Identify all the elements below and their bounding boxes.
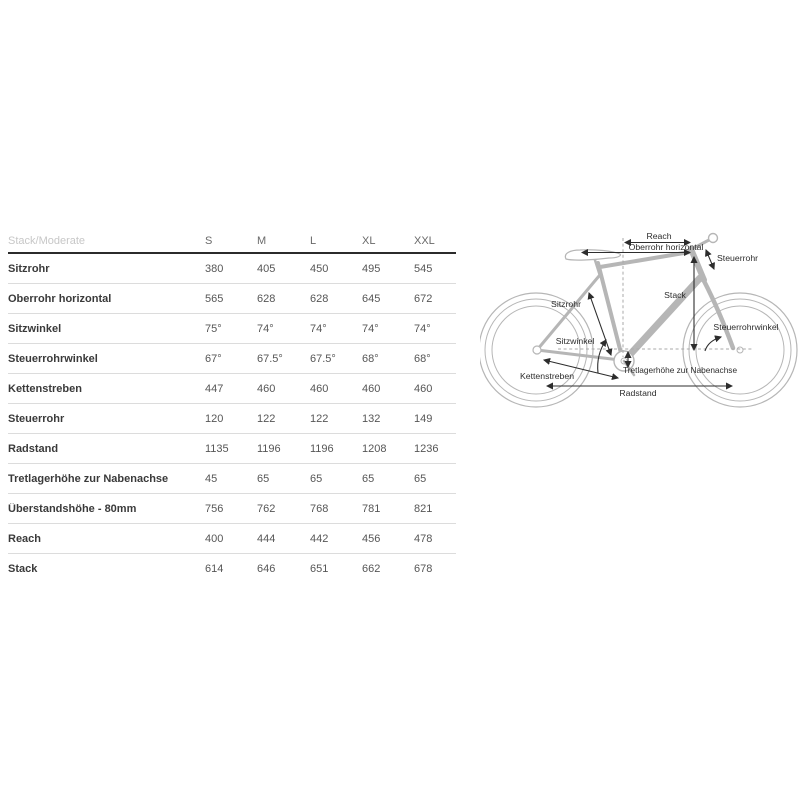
row-value: 75° (205, 322, 222, 335)
row-value: 781 (362, 502, 381, 515)
row-value: 614 (205, 562, 224, 575)
table-row (8, 524, 456, 554)
row-value: 460 (414, 382, 433, 395)
row-value: 67° (205, 352, 222, 365)
front-wheel (683, 293, 797, 407)
radstand-label: Radstand (619, 388, 657, 398)
table-row (8, 464, 456, 494)
row-value: 1196 (310, 442, 334, 455)
reach-label: Reach (646, 231, 672, 241)
rear-dropout (533, 346, 541, 354)
row-value: 456 (362, 532, 381, 545)
row-value: 405 (257, 262, 276, 275)
row-value: 68° (414, 352, 431, 365)
row-label: Radstand (8, 442, 59, 455)
table-row (8, 344, 456, 374)
row-value: 74° (362, 322, 379, 335)
column-header-s: S (205, 234, 213, 247)
table-header-title: Stack/Moderate (8, 234, 86, 247)
row-label: Sitzrohr (8, 262, 50, 275)
row-value: 645 (362, 292, 381, 305)
row-value: 651 (310, 562, 329, 575)
tretlager-label: Tretlagerhöhe zur Nabenachse (623, 365, 738, 375)
row-value: 122 (257, 412, 276, 425)
row-value: 1208 (362, 442, 387, 455)
stack-label: Stack (664, 290, 686, 300)
row-value: 450 (310, 262, 329, 275)
table-row (8, 374, 456, 404)
column-header-m: M (257, 234, 267, 247)
oberrohr-label: Oberrohr horizontal (628, 242, 704, 252)
table-row (8, 434, 456, 464)
row-value: 65 (362, 472, 375, 485)
row-value: 447 (205, 382, 224, 395)
steuerrohrwinkel-label: Steuerrohrwinkel (713, 322, 779, 332)
steuerrohr-arrow (706, 250, 714, 269)
row-value: 65 (414, 472, 427, 485)
table-row (8, 284, 456, 314)
table-row (8, 494, 456, 524)
row-label: Oberrohr horizontal (8, 292, 112, 305)
sitzrohr-label: Sitzrohr (551, 299, 581, 309)
row-value: 628 (310, 292, 329, 305)
column-header-l: L (310, 234, 317, 247)
row-value: 74° (310, 322, 327, 335)
row-label: Tretlagerhöhe zur Nabenachse (8, 472, 169, 485)
steuerrohrwinkel-arc (705, 337, 721, 351)
row-value: 74° (257, 322, 274, 335)
row-label: Steuerrohr (8, 412, 65, 425)
row-value: 67.5° (310, 352, 336, 365)
row-value: 756 (205, 502, 224, 515)
handlebar-grip (709, 234, 718, 243)
table-body (8, 254, 456, 583)
row-value: 460 (257, 382, 276, 395)
column-header-xxl: XXL (414, 234, 435, 247)
saddle (565, 250, 620, 260)
kettenstreben-label: Kettenstreben (519, 371, 575, 381)
row-value: 672 (414, 292, 433, 305)
row-label: Steuerrohrwinkel (8, 352, 98, 365)
row-value: 65 (310, 472, 323, 485)
row-value: 1196 (257, 442, 281, 455)
row-value: 122 (310, 412, 329, 425)
row-value: 545 (414, 262, 433, 275)
row-value: 662 (362, 562, 381, 575)
row-value: 380 (205, 262, 224, 275)
row-value: 442 (310, 532, 329, 545)
row-value: 460 (362, 382, 381, 395)
table-header-row (8, 229, 456, 254)
row-label: Sitzwinkel (8, 322, 62, 335)
row-value: 478 (414, 532, 433, 545)
bike-geometry-diagram (480, 225, 800, 420)
row-value: 460 (310, 382, 329, 395)
row-value: 1236 (414, 442, 439, 455)
row-label: Reach (8, 532, 42, 545)
row-value: 495 (362, 262, 381, 275)
row-label: Stack (8, 562, 38, 575)
seat-tube (598, 263, 623, 361)
row-value: 762 (257, 502, 276, 515)
row-value: 768 (310, 502, 329, 515)
row-value: 646 (257, 562, 276, 575)
sitzwinkel-label: Sitzwinkel (555, 336, 595, 346)
table-row (8, 554, 456, 583)
row-value: 1135 (205, 442, 229, 455)
row-value: 628 (257, 292, 276, 305)
row-value: 68° (362, 352, 379, 365)
row-value: 67.5° (257, 352, 283, 365)
row-value: 120 (205, 412, 224, 425)
row-value: 149 (414, 412, 433, 425)
steuerrohr-label: Steuerrohr (717, 253, 759, 263)
row-value: 65 (257, 472, 270, 485)
row-value: 45 (205, 472, 218, 485)
table-row (8, 314, 456, 344)
row-label: Überstandshöhe - 80mm (8, 502, 137, 515)
row-value: 821 (414, 502, 433, 515)
column-header-xl: XL (362, 234, 376, 247)
geometry-table (8, 229, 456, 583)
row-value: 400 (205, 532, 224, 545)
table-row (8, 254, 456, 284)
head-tube (691, 249, 704, 280)
table-row (8, 404, 456, 434)
row-value: 74° (414, 322, 431, 335)
row-value: 678 (414, 562, 433, 575)
row-label: Kettenstreben (8, 382, 82, 395)
row-value: 444 (257, 532, 276, 545)
row-value: 565 (205, 292, 224, 305)
row-value: 132 (362, 412, 381, 425)
